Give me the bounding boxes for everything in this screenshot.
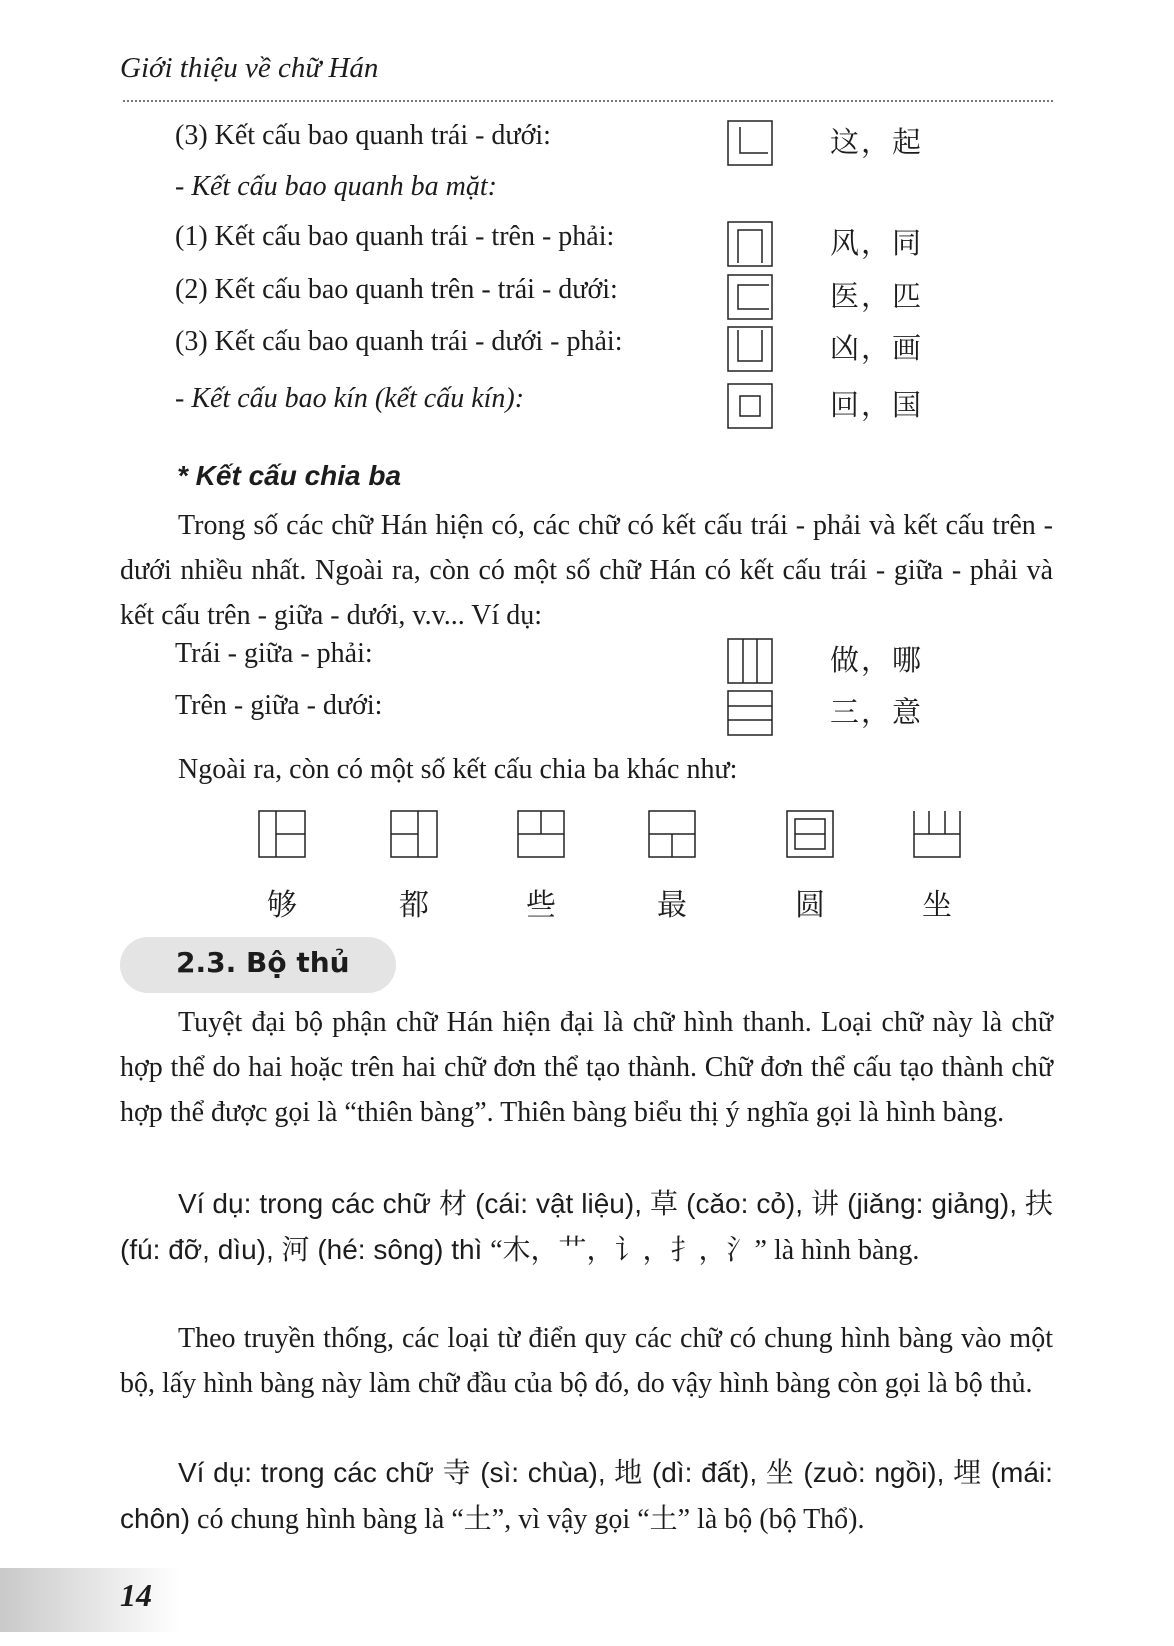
top-split-bottom-icon xyxy=(517,810,565,858)
structure-row xyxy=(0,326,1174,372)
paragraph xyxy=(120,747,1053,792)
structure-label: Trên - giữa - dưới: xyxy=(175,690,383,721)
paragraph xyxy=(120,1000,1053,1135)
top-middle-bottom-icon xyxy=(727,690,773,736)
paragraph xyxy=(120,503,1053,638)
structure-row xyxy=(0,638,1174,684)
paragraph-text: Trong số các chữ Hán hiện có, các chữ có kết cấu trái - phải và kết cấu trên - dưới nhiều nhất. Ngoài ra, còn có một số chữ Hán có kết cấu trái - giữa - phải và kết cấu trên - giữa - dưới, v.v... Ví dụ: xyxy=(120,510,1053,631)
example-chars: 风，同 xyxy=(830,226,924,260)
example-chars: 三，意 xyxy=(830,695,924,729)
han-char: 讲 xyxy=(811,1189,840,1220)
structure-row xyxy=(0,221,1174,267)
paragraph xyxy=(120,1316,1053,1406)
paragraph xyxy=(120,1181,1053,1273)
grid-char: 些 xyxy=(526,888,556,923)
grid-char: 坐 xyxy=(922,888,952,923)
radical-list: “木，艹，讠，扌，氵” xyxy=(490,1235,767,1266)
structure-row xyxy=(0,120,1174,166)
han-char: 埋 xyxy=(953,1458,983,1489)
grid-char: 最 xyxy=(657,888,687,923)
text: (cǎo: cỏ), xyxy=(678,1188,811,1219)
text: (hé: sông) thì xyxy=(309,1234,491,1265)
han-char: 草 xyxy=(649,1189,679,1220)
header-divider xyxy=(123,100,1053,102)
box-top-left-bottom-icon xyxy=(727,274,773,320)
structure-label: Trái - giữa - phải: xyxy=(175,638,373,669)
paragraph-text: Ngoài ra, còn có một số kết cấu chia ba khác như: xyxy=(178,754,738,785)
section-heading: 2.3. Bộ thủ xyxy=(176,946,350,979)
example-chars: 回，国 xyxy=(830,388,924,422)
grid-char: 够 xyxy=(267,888,297,923)
structure-row xyxy=(0,383,1174,429)
text: Ví dụ: trong các chữ xyxy=(178,1188,439,1219)
box-left-bottom-right-icon xyxy=(727,326,773,372)
page-number-bar xyxy=(0,1568,180,1632)
han-char: 寺 xyxy=(442,1458,472,1489)
structure-label: - Kết cấu bao kín (kết cấu kín): xyxy=(175,383,525,414)
example-chars: 这，起 xyxy=(830,125,924,159)
han-char: 坐 xyxy=(765,1458,795,1489)
page-number: 14 xyxy=(120,1577,152,1613)
structure-label: (1) Kết cấu bao quanh trái - trên - phải: xyxy=(175,221,615,252)
han-char: 扶 xyxy=(1024,1189,1053,1220)
example-chars: 做，哪 xyxy=(830,643,924,677)
structure-label: (3) Kết cấu bao quanh trái - dưới - phải: xyxy=(175,326,623,357)
text: , vì vậy gọi xyxy=(504,1504,638,1535)
text: là bộ (bộ Thổ). xyxy=(690,1504,865,1535)
top-bottom-split-icon xyxy=(648,810,696,858)
example-chars: 凶，画 xyxy=(830,331,924,365)
text: Ví dụ: trong các chữ xyxy=(178,1457,443,1488)
text: là hình bàng. xyxy=(766,1235,920,1266)
structure-row xyxy=(0,690,1174,736)
box-left-top-right-icon xyxy=(727,221,773,267)
text: (fú: đỡ, dìu), xyxy=(120,1234,282,1265)
structure-label: (2) Kết cấu bao quanh trên - trái - dưới: xyxy=(175,274,618,305)
top-split-wide-icon xyxy=(913,810,961,858)
left-split-right-icon xyxy=(390,810,438,858)
grid-char: 都 xyxy=(399,888,429,923)
paragraph xyxy=(120,1450,1053,1542)
han-char: 材 xyxy=(438,1189,468,1220)
han-char: 地 xyxy=(614,1458,644,1489)
running-header: Giới thiệu về chữ Hán xyxy=(120,52,379,84)
paragraph-text: Theo truyền thống, các loại từ điển quy các chữ có chung hình bàng vào một bộ, lấy hình bàng này làm chữ đầu của bộ đó, do vậy hình bàng còn gọi là bộ thủ. xyxy=(120,1323,1053,1399)
radical-quote: “土” xyxy=(637,1504,691,1535)
structure-row xyxy=(0,171,1174,217)
paragraph-text: Tuyệt đại bộ phận chữ Hán hiện đại là chữ hình thanh. Loại chữ này là chữ hợp thể do hai hoặc trên hai chữ đơn thể tạo thành. Chữ đơn thể cấu tạo thành chữ hợp thể được gọi là “thiên bàng”. Thiên bàng biểu thị ý nghĩa gọi là hình bàng. xyxy=(120,1007,1053,1128)
text: (dì: đất), xyxy=(643,1457,766,1488)
enclosed-split-icon xyxy=(786,810,834,858)
structure-label: (3) Kết cấu bao quanh trái - dưới: xyxy=(175,120,551,151)
grid-char: 圆 xyxy=(795,888,825,923)
left-middle-right-icon xyxy=(727,638,773,684)
text: (jiǎng: giảng), xyxy=(839,1188,1025,1219)
structure-label: - Kết cấu bao quanh ba mặt: xyxy=(175,171,497,202)
text: (mái: chôn) xyxy=(120,1457,1053,1534)
text: (zuò: ngồi), xyxy=(794,1457,954,1488)
structure-row xyxy=(0,274,1174,320)
radical-quote: “土” xyxy=(451,1504,505,1535)
box-left-bottom-icon xyxy=(727,120,773,166)
box-enclosed-icon xyxy=(727,383,773,429)
example-chars: 医，匹 xyxy=(830,279,924,313)
text: (sì: chùa), xyxy=(471,1457,615,1488)
text: (cái: vật liệu), xyxy=(467,1188,650,1219)
text: có chung hình bàng là xyxy=(190,1504,452,1535)
subheading: * Kết cấu chia ba xyxy=(177,460,402,491)
han-char: 河 xyxy=(281,1235,310,1266)
left-right-split-icon xyxy=(258,810,306,858)
